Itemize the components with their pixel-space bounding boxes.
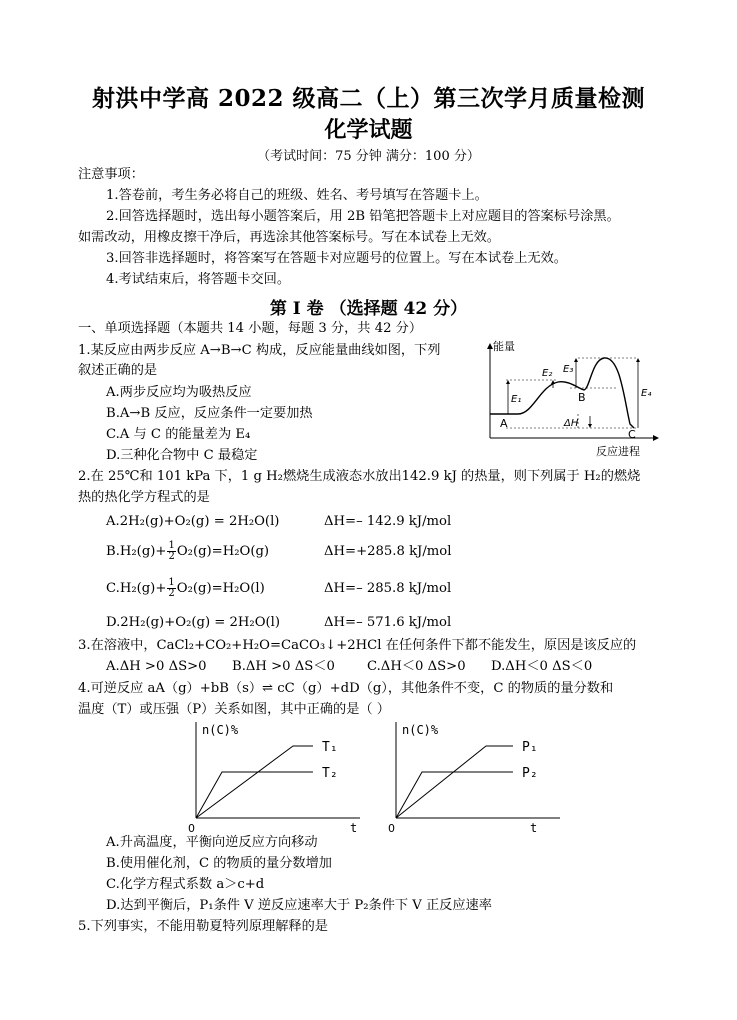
q1-option-a: A.两步反应均为吸热反应 — [106, 385, 252, 400]
origin-label: 0 — [388, 822, 395, 835]
question-1-stem: 叙述正确的是 — [78, 363, 158, 378]
q2-option-b: B.H₂(g)+ $\frac{1}{2}$ O₂(g)=H₂O(g) ΔH=+285.8 kJ/mol — [106, 540, 452, 562]
series-t2-line — [196, 746, 313, 818]
chart-pressure — [378, 718, 568, 836]
y-axis-label: n(C)% — [202, 723, 239, 737]
q1-option-d: D.三种化合物中 C 最稳定 — [106, 448, 258, 463]
note-item: 4.考试结束后，将答题卡交回。 — [106, 272, 291, 287]
note-item: 2.回答选择题时，选出每小题答案后，用 2B 铅笔把答题卡上对应题目的答案标号涂黑。 — [106, 209, 620, 224]
q4-option-a: A.升高温度，平衡向逆反应方向移动 — [106, 835, 318, 850]
label-c: C — [628, 428, 636, 441]
q3-option-c: C.ΔH＜0 ΔS>0 — [367, 659, 466, 674]
q4-option-c: C.化学方程式系数 a＞c+d — [106, 877, 265, 892]
series-t1-label: T₁ — [322, 740, 338, 755]
label-e4: E₄ — [641, 388, 652, 399]
series-t2-label: T₂ — [322, 766, 338, 781]
exam-info: （考试时间：75 分钟 满分：100 分） — [257, 149, 480, 164]
question-2-stem: 2.在 25℃和 101 kPa 下，1 g H₂燃烧生成液态水放出142.9 kJ 的热量，则下列属于 H₂的燃烧 — [78, 469, 641, 484]
section-title: 第 I 卷 （选择题 42 分） — [269, 299, 468, 319]
origin-label: 0 — [188, 822, 195, 835]
series-p1-line — [396, 746, 513, 818]
q4-option-d: D.达到平衡后，P₁条件 V 逆反应速率大于 P₂条件下 V 正反应速率 — [106, 898, 492, 913]
question-1-stem: 1.某反应由两步反应 A→B→C 构成，反应能量曲线如图，下列 — [78, 343, 441, 358]
q3-option-b: B.ΔH >0 ΔS＜0 — [232, 659, 335, 674]
q2-option-d: D.2H₂(g)+O₂(g) = 2H₂O(l) ΔH=– 571.6 kJ/mol — [106, 615, 452, 630]
label-e1: E₁ — [511, 394, 522, 405]
x-axis-label: 反应进程 — [596, 445, 640, 458]
question-3-stem: 3.在溶液中，CaCl₂+CO₂+H₂O=CaCO₃↓+2HCl 在任何条件下都不能发生，原因是该反应的 — [78, 638, 637, 653]
energy-diagram — [478, 338, 668, 462]
q1-option-b: B.A→B 反应，反应条件一定要加热 — [106, 406, 313, 421]
label-a: A — [500, 417, 508, 430]
part-heading: 一、单项选择题（本题共 14 小题，每题 3 分，共 42 分） — [78, 321, 423, 336]
label-e3: E₃ — [563, 364, 574, 375]
series-p2-line — [396, 772, 513, 818]
question-5-stem: 5.下列事实，不能用勒夏特列原理解释的是 — [78, 919, 328, 934]
note-item: 3.回答非选择题时，将答案写在答题卡对应题号的位置上。写在本试卷上无效。 — [106, 251, 567, 266]
q2-option-c: C.H₂(g)+ $\frac{1}{2}$ O₂(g)=H₂O(l) ΔH=– 285.8 kJ/mol — [106, 577, 452, 599]
subject-title: 化学试题 — [324, 117, 413, 143]
q2-option-a: A.2H₂(g)+O₂(g) = 2H₂O(l) ΔH=– 142.9 kJ/mol — [106, 514, 452, 529]
notes-heading: 注意事项： — [78, 167, 144, 182]
x-axis-label: t — [350, 821, 358, 835]
label-delta-h: ΔH — [564, 418, 579, 429]
series-p2-label: P₂ — [522, 766, 538, 781]
x-axis-label: t — [530, 821, 538, 835]
chart-temperature — [178, 718, 368, 836]
note-item: 1.答卷前，考生务必将自己的班级、姓名、考号填写在答题卡上。 — [106, 188, 488, 203]
y-axis-label: n(C)% — [402, 723, 439, 737]
y-axis-label: 能量 — [493, 340, 515, 353]
question-4-stem: 4.可逆反应 aA（g）+bB（s）⇌ cC（g）+dD（g），其他条件不变，C 的物质的量分数和 — [78, 681, 614, 696]
q3-option-a: A.ΔH >0 ΔS>0 — [106, 659, 207, 674]
question-4-stem: 温度（T）或压强（P）关系如图，其中正确的是（ ） — [78, 702, 390, 717]
q3-options — [106, 658, 592, 676]
label-b: B — [578, 391, 586, 404]
question-2-stem: 热的热化学方程式的是 — [78, 490, 210, 505]
note-item: 如需改动，用橡皮擦干净后，再选涂其他答案标号。写在本试卷上无效。 — [78, 230, 500, 245]
series-t1-line — [196, 772, 313, 818]
label-e2: E₂ — [542, 368, 553, 379]
q4-option-b: B.使用催化剂，C 的物质的量分数增加 — [106, 856, 332, 871]
series-p1-label: P₁ — [522, 740, 538, 755]
q1-option-c: C.A 与 C 的能量差为 E₄ — [106, 427, 251, 442]
q3-option-d: D.ΔH＜0 ΔS＜0 — [491, 659, 593, 674]
exam-title: 射洪中学高 2022 级高二（上）第三次学月质量检测 — [91, 85, 646, 112]
